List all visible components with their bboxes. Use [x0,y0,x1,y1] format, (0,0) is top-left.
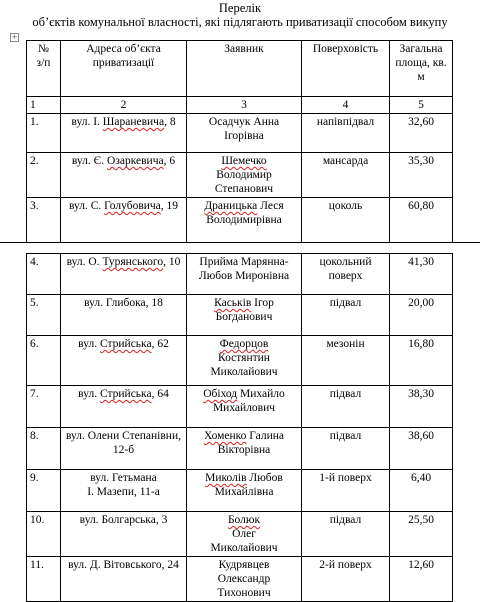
property-address: вул. Олени Степанівни, 12-б [61,428,187,470]
column-number: 1 [27,97,61,114]
table-row [27,386,453,428]
row-number: 3. [27,198,61,243]
table-move-handle-icon[interactable]: + [11,33,18,41]
applicant-name: Каськів Ігор Богданович [187,295,302,336]
property-address: вул. Глибока, 18 [61,295,187,336]
column-number: 2 [61,97,187,114]
row-number: 10. [27,512,61,557]
total-area: 38,60 [390,428,453,470]
header-number: № з/п [27,41,61,97]
total-area: 16,80 [390,336,453,386]
floor-level: підвал [302,386,390,428]
table-header-row [27,41,453,97]
row-number: 11. [27,557,61,602]
table-row [27,295,453,336]
table-row [27,254,453,295]
property-address: вул. І. Шараневича, 8 [61,114,187,153]
floor-level: підвал [302,512,390,557]
property-address: вул. Гетьмана І. Мазепи, 11-а [61,470,187,512]
row-number: 1. [27,114,61,153]
row-number: 4. [27,254,61,295]
total-area: 41,30 [390,254,453,295]
total-area: 6,40 [390,470,453,512]
property-address: вул. Є. Озаркевича, 6 [61,153,187,198]
property-address: вул. С. Голубовича, 19 [61,198,187,243]
applicant-name: Хоменко Галина Вікторівна [187,428,302,470]
floor-level: 1-й поверх [302,470,390,512]
table-row [27,336,453,386]
document-title: Перелік [218,1,262,15]
total-area: 32,60 [390,114,453,153]
property-address: вул. Д. Вітовського, 24 [61,557,187,602]
applicant-name: Федорцов Костянтин Миколайович [187,336,302,386]
applicant-name: Обіход Михайло Михайлович [187,386,302,428]
column-number: 5 [390,97,453,114]
column-number: 3 [187,97,302,114]
row-number: 7. [27,386,61,428]
applicant-name: Осадчук Анна Ігорівна [187,114,302,153]
table-row [27,470,453,512]
page-break-line [0,242,480,243]
property-address: вул. Стрийська, 64 [61,386,187,428]
floor-level: мансарда [302,153,390,198]
total-area: 35,30 [390,153,453,198]
header-applicant: Заявник [187,41,302,97]
row-number: 9. [27,470,61,512]
applicant-name: Болюк Олег Миколайович [187,512,302,557]
floor-level: 2-й поверх [302,557,390,602]
column-number: 4 [302,97,390,114]
table-row [27,557,453,602]
total-area: 12,60 [390,557,453,602]
floor-level: цоколь [302,198,390,243]
table-row [27,153,453,198]
row-number: 6. [27,336,61,386]
row-number: 5. [27,295,61,336]
column-number-row [27,97,453,114]
floor-level: мезонін [302,336,390,386]
header-address: Адреса об’єкта приватизації [61,41,187,97]
applicant-name: Кудрявцев Олександр Тихонович [187,557,302,602]
property-address: вул. О. Турянського, 10 [61,254,187,295]
applicant-name: Драницька Леся Володимирівна [187,198,302,243]
privatization-table-part-2 [26,253,453,602]
total-area: 25,50 [390,512,453,557]
floor-level: напівпідвал [302,114,390,153]
floor-level: підвал [302,295,390,336]
total-area: 20,00 [390,295,453,336]
applicant-name: Прийма Марянна- Любов Миронівна [187,254,302,295]
applicant-name: Миколів Любов Михайлівна [187,470,302,512]
row-number: 8. [27,428,61,470]
header-floor: Поверховість [302,41,390,97]
applicant-name: Шемечко Володимир Степанович [187,153,302,198]
privatization-table-part-1 [26,40,453,243]
row-number: 2. [27,153,61,198]
floor-level: підвал [302,428,390,470]
property-address: вул. Стрийська, 62 [61,336,187,386]
table-row [27,428,453,470]
total-area: 60,80 [390,198,453,243]
document-subtitle: об’єктів комунальної власності, які підлягають приватизації способом викупу [32,15,448,29]
table-row [27,512,453,557]
table-row [27,114,453,153]
header-area: Загальна площа, кв. м [390,41,453,97]
floor-level: цокольний поверх [302,254,390,295]
total-area: 38,30 [390,386,453,428]
property-address: вул. Болгарська, 3 [61,512,187,557]
table-row [27,198,453,243]
